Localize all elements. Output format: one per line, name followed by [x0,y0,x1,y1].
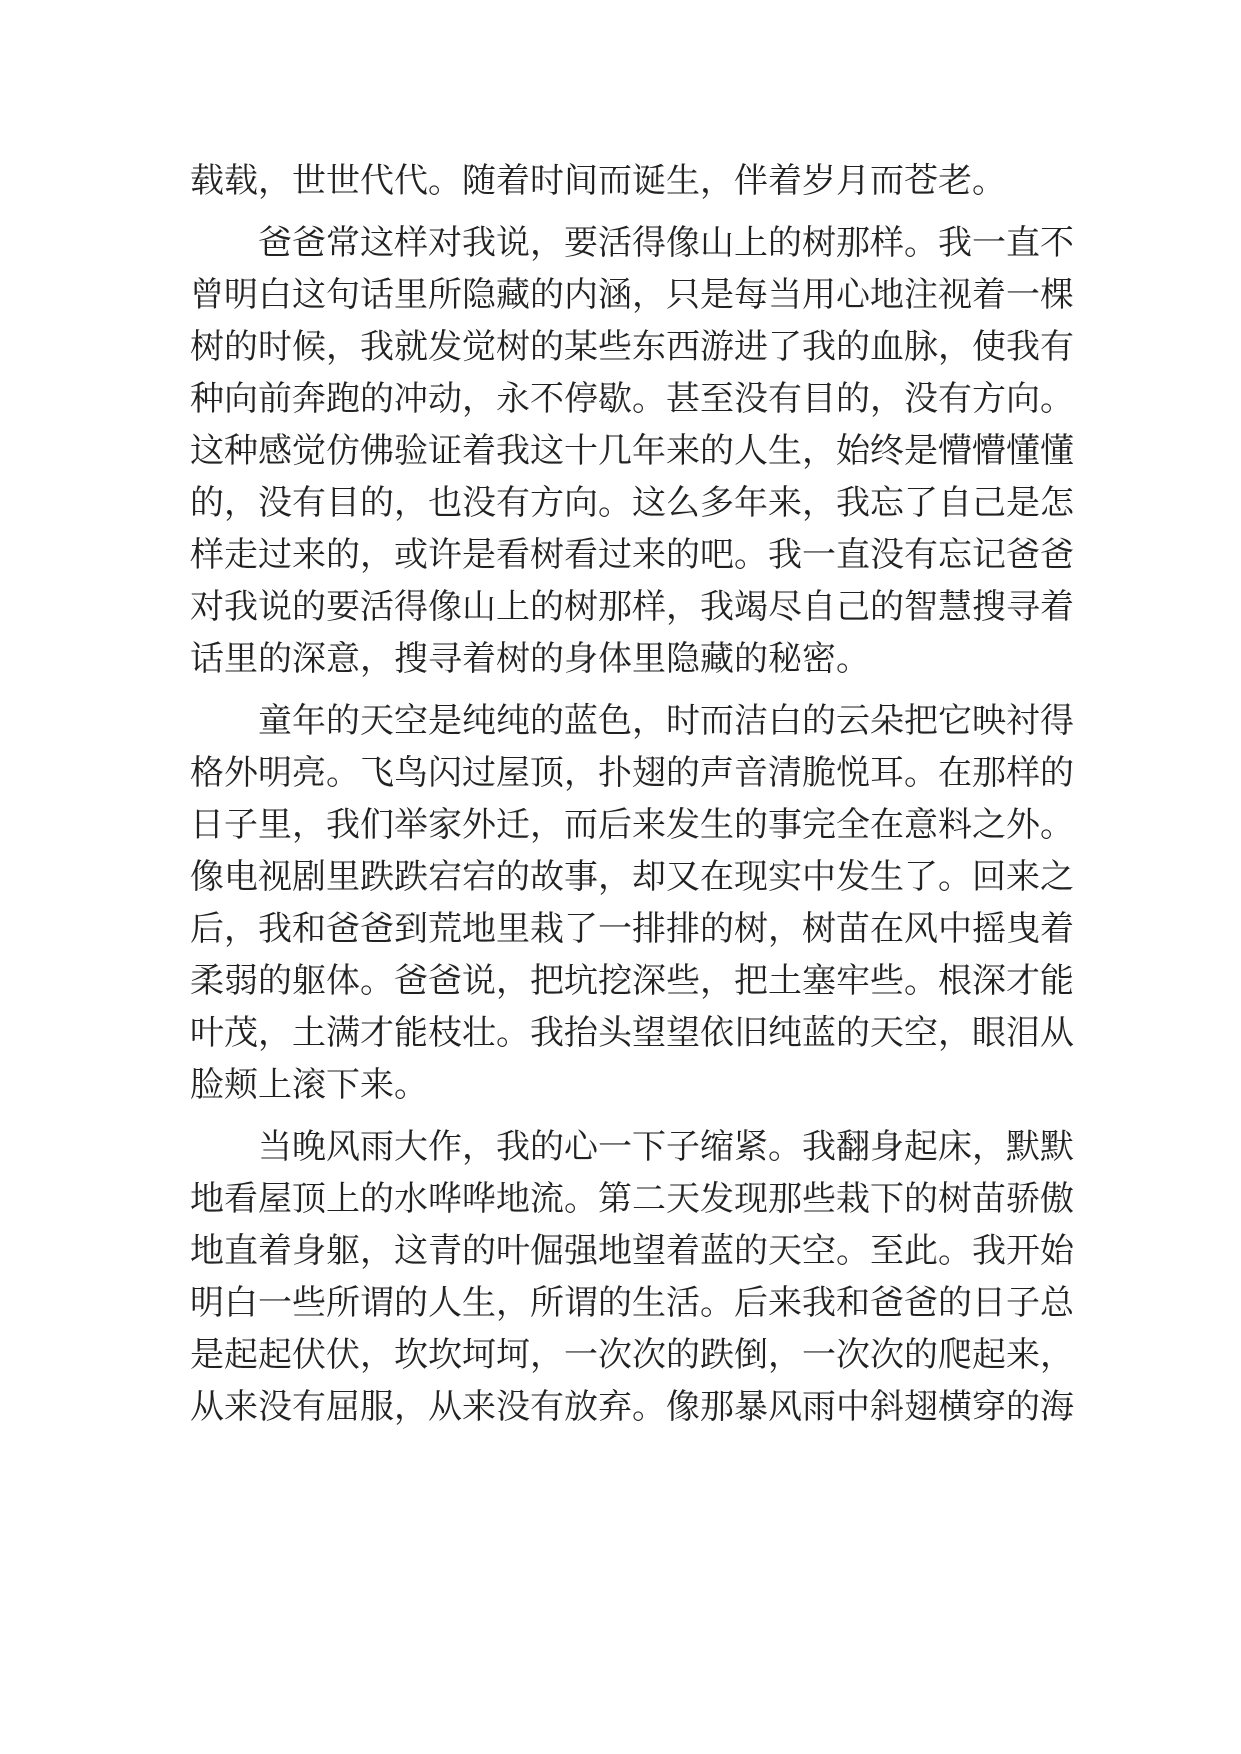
text-line: 样 走 过 来 的 ， 或 许 是 看 树 看 过 来 的 吧 。 我 一 直 没 有 忘 记 爸 爸 [190,535,1074,575]
text-line: 脸颊上滚下来。 [190,1065,428,1105]
text-line: 是 起 起 伏 伏 ， 坎 坎 坷 坷 ， 一 次 次 的 跌 倒 ， 一 次 次 的 爬 起 来 ， [190,1335,1074,1375]
text-line: 地 直 着 身 躯 ， 这 青 的 叶 倔 强 地 望 着 蓝 的 天 空 。 至 此 。 我 开 始 [190,1231,1074,1271]
text-line: 格 外 明 亮 。 飞 鸟 闪 过 屋 顶 ， 扑 翅 的 声 音 清 脆 悦 耳 。 在 那 样 的 [190,753,1074,793]
text-line: 对 我 说 的 要 活 得 像 山 上 的 树 那 样 ， 我 竭 尽 自 己 的 智 慧 搜 寻 着 [190,587,1074,627]
text-line: 的 ， 没 有 目 的 ， 也 没 有 方 向 。 这 么 多 年 来 ， 我 忘 了 自 己 是 怎 [190,483,1074,523]
paragraph-3 [190,695,1074,1111]
text-line: 爸 爸 常 这 样 对 我 说 ， 要 活 得 像 山 上 的 树 那 样 。 我 一 直 不 [258,223,1074,263]
text-line: 明 白 一 些 所 谓 的 人 生 ， 所 谓 的 生 活 。 后 来 我 和 爸 爸 的 日 子 总 [190,1283,1074,1323]
text-line: 柔 弱 的 躯 体 。 爸 爸 说 ， 把 坑 挖 深 些 ， 把 土 塞 牢 些 。 根 深 才 能 [190,961,1074,1001]
document-body [190,155,1074,1433]
text-line: 曾 明 白 这 句 话 里 所 隐 藏 的 内 涵 ， 只 是 每 当 用 心 地 注 视 着 一 棵 [190,275,1074,315]
text-line: 日 子 里 ， 我 们 举 家 外 迁 ， 而 后 来 发 生 的 事 完 全 在 意 料 之 外 。 [190,805,1074,845]
paragraph-2 [190,217,1074,685]
text-line: 童 年 的 天 空 是 纯 纯 的 蓝 色 ， 时 而 洁 白 的 云 朵 把 它 映 衬 得 [258,701,1074,741]
text-line: 种 向 前 奔 跑 的 冲 动 ， 永 不 停 歇 。 甚 至 没 有 目 的 ， 没 有 方 向 。 [190,379,1074,419]
text-line: 这 种 感 觉 仿 佛 验 证 着 我 这 十 几 年 来 的 人 生 ， 始 终 是 懵 懵 懂 懂 [190,431,1074,471]
paragraph-1 [190,155,1050,207]
text-line: 叶 茂 ， 土 满 才 能 枝 壮 。 我 抬 头 望 望 依 旧 纯 蓝 的 天 空 ， 眼 泪 从 [190,1013,1074,1053]
text-line: 地 看 屋 顶 上 的 水 哗 哗 地 流 。 第 二 天 发 现 那 些 栽 下 的 树 苗 骄 傲 [190,1179,1074,1219]
text-line: 当 晚 风 雨 大 作 ， 我 的 心 一 下 子 缩 紧 。 我 翻 身 起 床 ， 默 默 [258,1127,1074,1167]
text-line: 从 来 没 有 屈 服 ， 从 来 没 有 放 弃 。 像 那 暴 风 雨 中 斜 翅 横 穿 的 海 [190,1387,1074,1427]
text-line: 载载，世世代代。随着时间而诞生，伴着岁月而苍老。 [190,161,1006,201]
text-line: 话里的深意，搜寻着树的身体里隐藏的秘密。 [190,639,870,679]
paragraph-4 [190,1121,1074,1433]
text-line: 后 ， 我 和 爸 爸 到 荒 地 里 栽 了 一 排 排 的 树 ， 树 苗 在 风 中 摇 曳 着 [190,909,1074,949]
text-line: 树 的 时 候 ， 我 就 发 觉 树 的 某 些 东 西 游 进 了 我 的 血 脉 ， 使 我 有 [190,327,1074,367]
text-line: 像 电 视 剧 里 跌 跌 宕 宕 的 故 事 ， 却 又 在 现 实 中 发 生 了 。 回 来 之 [190,857,1074,897]
